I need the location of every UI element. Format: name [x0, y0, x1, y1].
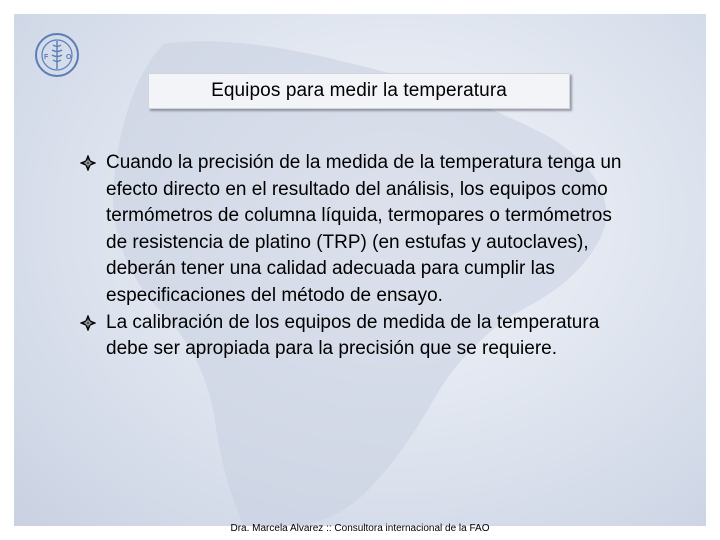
footer-text: Dra. Marcela Alvarez :: Consultora internacional de la FAO	[230, 523, 490, 534]
page-title: Equipos para medir la temperatura	[211, 80, 507, 101]
bullet-list	[78, 150, 638, 363]
svg-text:F: F	[44, 54, 49, 61]
bullet-text: La calibración de los equipos de medida de la temperatura debe ser apropiada para la precisión que se requiere.	[106, 311, 600, 360]
title-box	[148, 73, 570, 109]
bullet-text: Cuando la precisión de la medida de la temperatura tenga un efecto directo en el resultado del análisis, los equipos como termómetros de columna líquida, termopares o termómetros de resistencia de platino (TRP) (en estufas y autoclaves), deberán tener una calidad adecuada para cumplir las especificaciones del método de ensayo.	[106, 152, 622, 306]
fao-logo-icon	[34, 32, 80, 78]
list-item	[78, 310, 638, 363]
list-item	[78, 150, 638, 310]
diamond-bullet-icon	[80, 315, 96, 331]
svg-text:O: O	[66, 54, 72, 61]
diamond-bullet-icon	[80, 155, 96, 171]
footer	[0, 523, 720, 534]
